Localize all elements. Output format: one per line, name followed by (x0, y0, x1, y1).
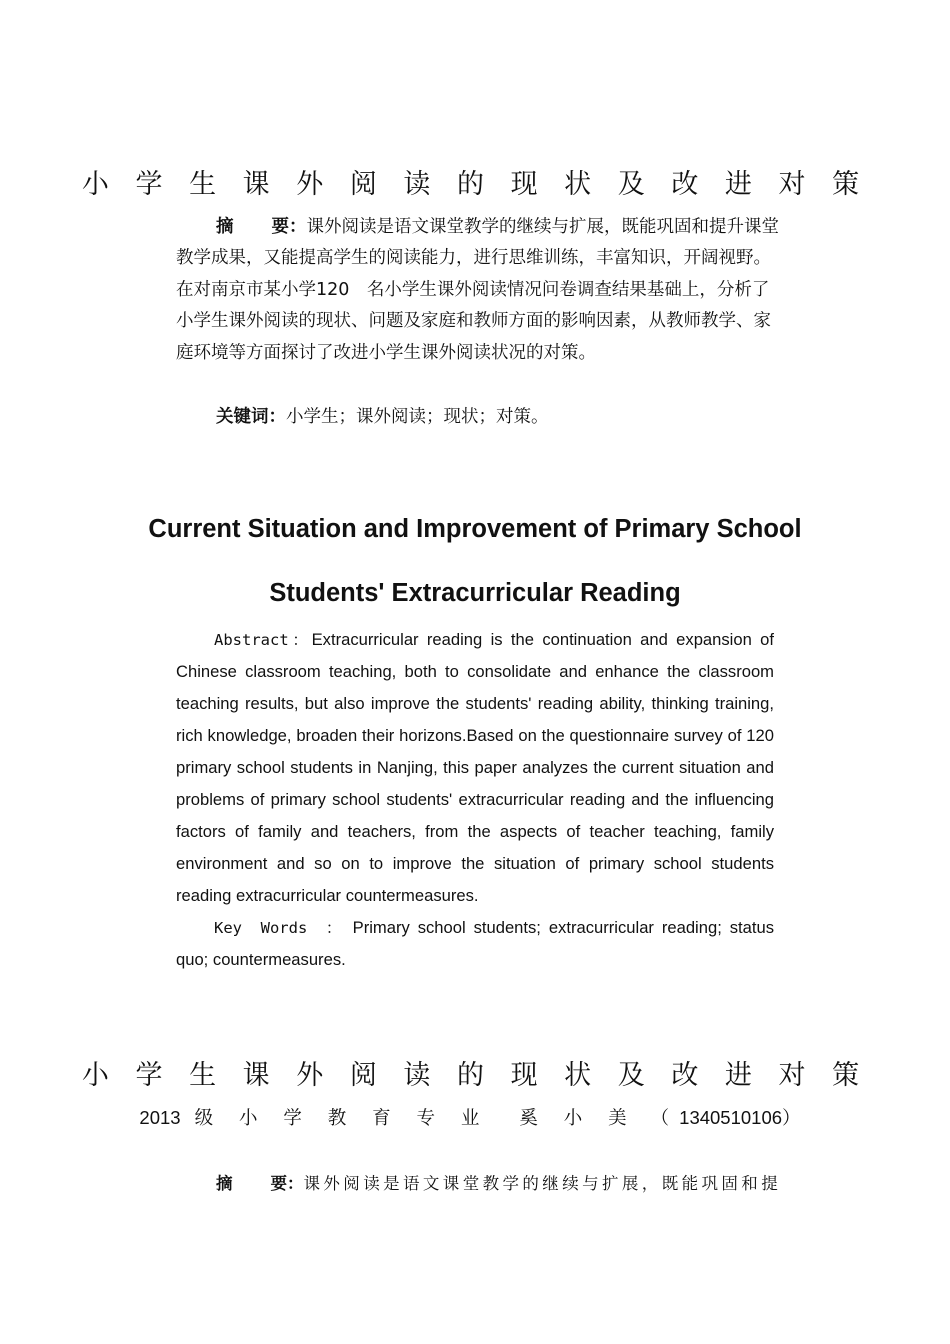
byline-close-paren: ） (782, 1108, 811, 1129)
byline-author: 奚 小 美 (519, 1108, 637, 1129)
english-keywords-label: Key Words ： (214, 919, 345, 937)
english-keywords (176, 912, 774, 976)
chinese-abstract-text: 课外阅读是语文课堂教学的继续与扩展，既能巩固和提升课堂教学成果，又能提高学生的阅读能力，进行思维训练，丰富知识，开阔视野。在对南京市某小学120 名小学生课外阅读情况问卷调查结果基础上，分析了小学生课外阅读的现状、问题及家庭和教师方面的影响因素，从教师教学、家庭环境等方面探讨了改进小学生课外阅读状况的对策。 (176, 217, 779, 363)
chinese-abstract-label: 摘 要： (216, 217, 307, 237)
chinese-keywords (176, 402, 780, 433)
english-abstract-text: Extracurricular reading is the continuation and expansion of Chinese classroom teaching, both to consolidate and enhance the classroom teaching results, but also improve the students' reading ability, thinking training, rich knowledge, broaden their horizons.Based on the questionnaire survey of 120 primary school students in Nanjing, this paper analyzes the current situation and problems of primary school students' extracurricular reading and the influencing factors of family and teachers, from the aspects of teacher teaching, family environment and so on to improve the situation of primary school students reading extracurricular countermeasures. (176, 630, 774, 905)
byline-student-id: 1340510106 (679, 1107, 783, 1128)
english-abstract-label: Abstract： (214, 631, 312, 649)
chinese-keywords-label: 关键词： (216, 407, 286, 427)
english-title-line2: Students' Extracurricular Reading (269, 579, 681, 607)
english-title (0, 497, 950, 625)
chinese-abstract-repeat-label: 摘 要： (216, 1174, 304, 1193)
chinese-abstract (176, 212, 780, 369)
byline-major: 级 小 学 教 育 专 业 (194, 1108, 490, 1129)
english-keywords-text: Primary school students; extracurricular reading; status quo; countermeasures. (176, 918, 774, 969)
english-abstract (176, 624, 774, 912)
chinese-title-repeat: 小 学 生 课 外 阅 读 的 现 状 及 改 进 对 策 (81, 1060, 869, 1091)
chinese-abstract-repeat-text: 课外阅读是语文课堂教学的继续与扩展，既能巩固和提 (303, 1174, 782, 1193)
english-title-line1: Current Situation and Improvement of Primary School (148, 515, 802, 543)
chinese-keywords-text: 小学生；课外阅读；现状；对策。 (286, 407, 549, 427)
byline-open-paren: （ (650, 1108, 680, 1129)
author-byline (0, 1104, 950, 1130)
chinese-abstract-repeat (176, 1168, 780, 1199)
chinese-title: 小 学 生 课 外 阅 读 的 现 状 及 改 进 对 策 (81, 169, 869, 200)
byline-year: 2013 (139, 1107, 181, 1128)
